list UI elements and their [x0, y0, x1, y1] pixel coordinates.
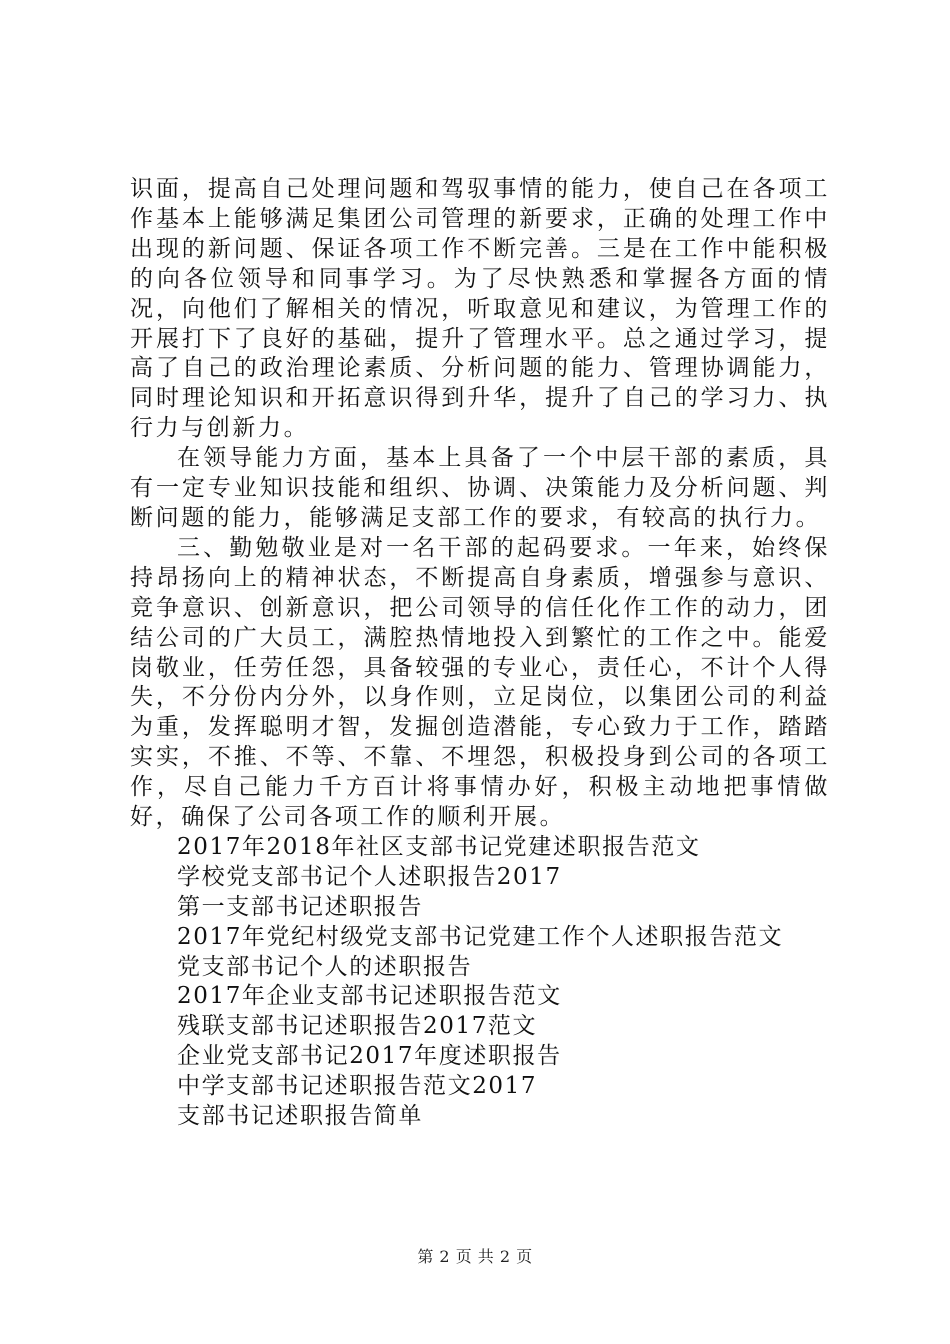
- related-links-list: [130, 833, 830, 1132]
- related-link[interactable]: 2017年2018年社区支部书记党建述职报告范文: [177, 833, 701, 860]
- related-link[interactable]: 2017年党纪村级党支部书记党建工作个人述职报告范文: [177, 923, 784, 950]
- related-link[interactable]: 学校党支部书记个人述职报告2017: [177, 863, 562, 890]
- document-body: [130, 175, 830, 1132]
- paragraph-dedication: 三、勤勉敬业是对一名干部的起码要求。一年来，始终保持昂扬向上的精神状态，不断提高自身素质，增强参与意识、竞争意识、创新意识，把公司领导的信任化作工作的动力，团结公司的广大员工，满腔热情地投入到繁忙的工作之中。能爱岗敬业，任劳任怨，具备较强的专业心，责任心，不计个人得失，不分份内分外，以身作则，立足岗位，以集团公司的利益为重，发挥聪明才智，发掘创造潜能，专心致力于工作，踏踏实实，不推、不等、不靠、不埋怨，积极投身到公司的各项工作，尽自己能力千方百计将事情办好，积极主动地把事情做好，确保了公司各项工作的顺利开展。: [130, 534, 830, 831]
- page-number-footer: 第 2 页 共 2 页: [417, 1247, 533, 1266]
- paragraph-continuation: 识面，提高自己处理问题和驾驭事情的能力，使自己在各项工作基本上能够满足集团公司管理的新要求，正确的处理工作中出现的新问题、保证各项工作不断完善。三是在工作中能积极的向各位领导和同事学习。为了尽快熟悉和掌握各方面的情况，向他们了解相关的情况，听取意见和建议，为管理工作的开展打下了良好的基础，提升了管理水平。总之通过学习，提高了自己的政治理论素质、分析问题的能力、管理协调能力，同时理论知识和开拓意识得到升华，提升了自己的学习力、执行力与创新力。: [130, 176, 830, 442]
- related-link[interactable]: 企业党支部书记2017年度述职报告: [177, 1043, 562, 1070]
- related-link[interactable]: 2017年企业支部书记述职报告范文: [177, 983, 562, 1010]
- related-link[interactable]: 中学支部书记述职报告范文2017: [177, 1073, 538, 1100]
- related-link[interactable]: 党支部书记个人的述职报告: [177, 953, 473, 980]
- related-link[interactable]: 残联支部书记述职报告2017范文: [177, 1013, 538, 1040]
- paragraph-leadership: 在领导能力方面，基本上具备了一个中层干部的素质，具有一定专业知识技能和组织、协调、决策能力及分析问题、判断问题的能力，能够满足支部工作的要求，有较高的执行力。: [130, 445, 830, 531]
- related-link[interactable]: 支部书记述职报告简单: [177, 1103, 423, 1130]
- related-link[interactable]: 第一支部书记述职报告: [177, 893, 423, 920]
